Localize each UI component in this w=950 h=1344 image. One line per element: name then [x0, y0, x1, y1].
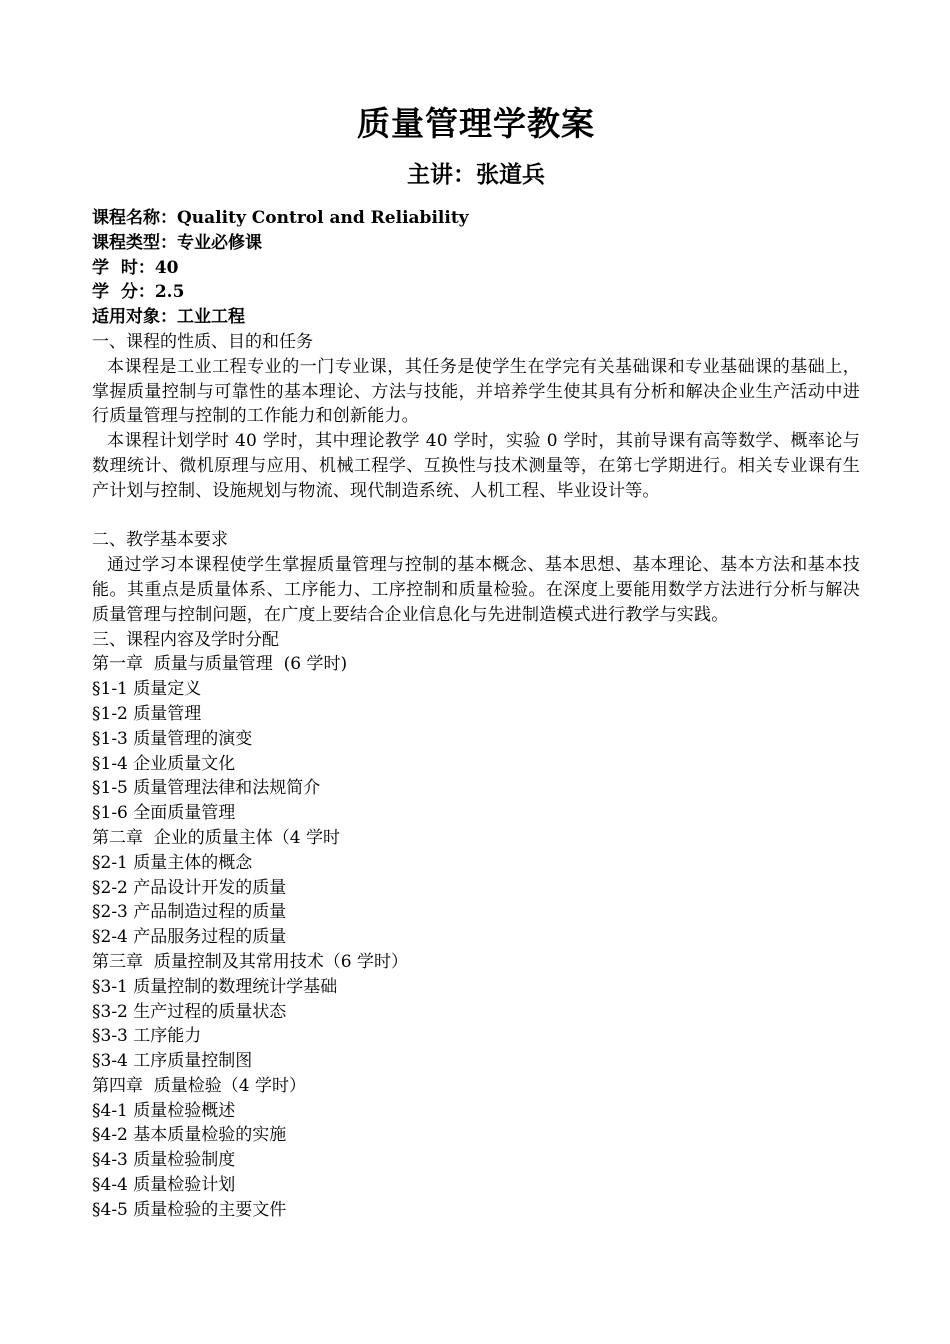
section-item: §1-5 质量管理法律和法规简介 [92, 778, 321, 799]
section-item: §3-3 工序能力 [92, 1026, 202, 1047]
section-item: §2-1 质量主体的概念 [92, 852, 253, 873]
section-item: §4-4 质量检验计划 [92, 1175, 236, 1196]
document-page [92, 100, 860, 1223]
course-credits: 学 分：2.5 [92, 282, 185, 303]
lecturer-line: 主讲：张道兵 [407, 161, 545, 188]
section-item: §4-2 基本质量检验的实施 [92, 1125, 287, 1146]
course-info [92, 206, 860, 330]
course-type: 课程类型：专业必修课 [92, 232, 262, 253]
course-audience: 适用对象：工业工程 [92, 307, 245, 328]
section-item: §1-6 全面质量管理 [92, 803, 236, 824]
section-item: §3-4 工序质量控制图 [92, 1051, 253, 1072]
section-item: §3-1 质量控制的数理统计学基础 [92, 976, 338, 997]
section2-heading: 二、教学基本要求 [92, 530, 228, 551]
chapter-heading: 第四章 质量检验（4 学时） [92, 1075, 307, 1096]
chapter-heading: 第一章 质量与质量管理 (6 学时) [92, 654, 348, 675]
course-hours: 学 时：40 [92, 257, 179, 278]
syllabus-list [92, 652, 860, 1222]
section-item: §1-2 质量管理 [92, 703, 202, 724]
spacer [92, 504, 860, 529]
document-title: 质量管理学教案 [357, 104, 595, 143]
course-name: 课程名称：Quality Control and Reliability [92, 208, 469, 228]
section-item: §4-5 质量检验的主要文件 [92, 1199, 287, 1220]
section-item: §1-4 企业质量文化 [92, 753, 236, 774]
section-item: §1-1 质量定义 [92, 679, 202, 700]
section2-paragraph: 通过学习本课程使学生掌握质量管理与控制的基本概念、基本思想、基本理论、基本方法和基本技能。其重点是质量体系、工序能力、工序控制和质量检验。在深度上要能用数学方法进行分析与解决质量管理与控制问题，在广度上要结合企业信息化与先进制造模式进行教学与实践。 [92, 555, 860, 625]
section3-heading: 三、课程内容及学时分配 [92, 629, 279, 650]
chapter-heading: 第二章 企业的质量主体（4 学时 [92, 827, 341, 848]
section1-heading: 一、课程的性质、目的和任务 [92, 331, 313, 352]
section1-paragraph: 本课程计划学时 40 学时，其中理论教学 40 学时，实验 0 学时，其前导课有高等数学、概率论与数理统计、微机原理与应用、机械工程学、互换性与技术测量等，在第七学期进行。相关专业课有生产计划与控制、设施规划与物流、现代制造系统、人机工程、毕业设计等。 [92, 431, 860, 501]
section-item: §2-2 产品设计开发的质量 [92, 877, 287, 898]
section-item: §1-3 质量管理的演变 [92, 728, 253, 749]
section-item: §4-1 质量检验概述 [92, 1100, 236, 1121]
section-item: §4-3 质量检验制度 [92, 1150, 236, 1171]
chapter-heading: 第三章 质量控制及其常用技术（6 学时） [92, 951, 409, 972]
section-item: §2-4 产品服务过程的质量 [92, 927, 287, 948]
section-item: §2-3 产品制造过程的质量 [92, 902, 287, 923]
section1-paragraph: 本课程是工业工程专业的一门专业课，其任务是使学生在学完有关基础课和专业基础课的基础上，掌握质量控制与可靠性的基本理论、方法与技能，并培养学生使其具有分析和解决企业生产活动中进行质量管理与控制的工作能力和创新能力。 [92, 356, 860, 427]
section-item: §3-2 生产过程的质量状态 [92, 1001, 287, 1022]
